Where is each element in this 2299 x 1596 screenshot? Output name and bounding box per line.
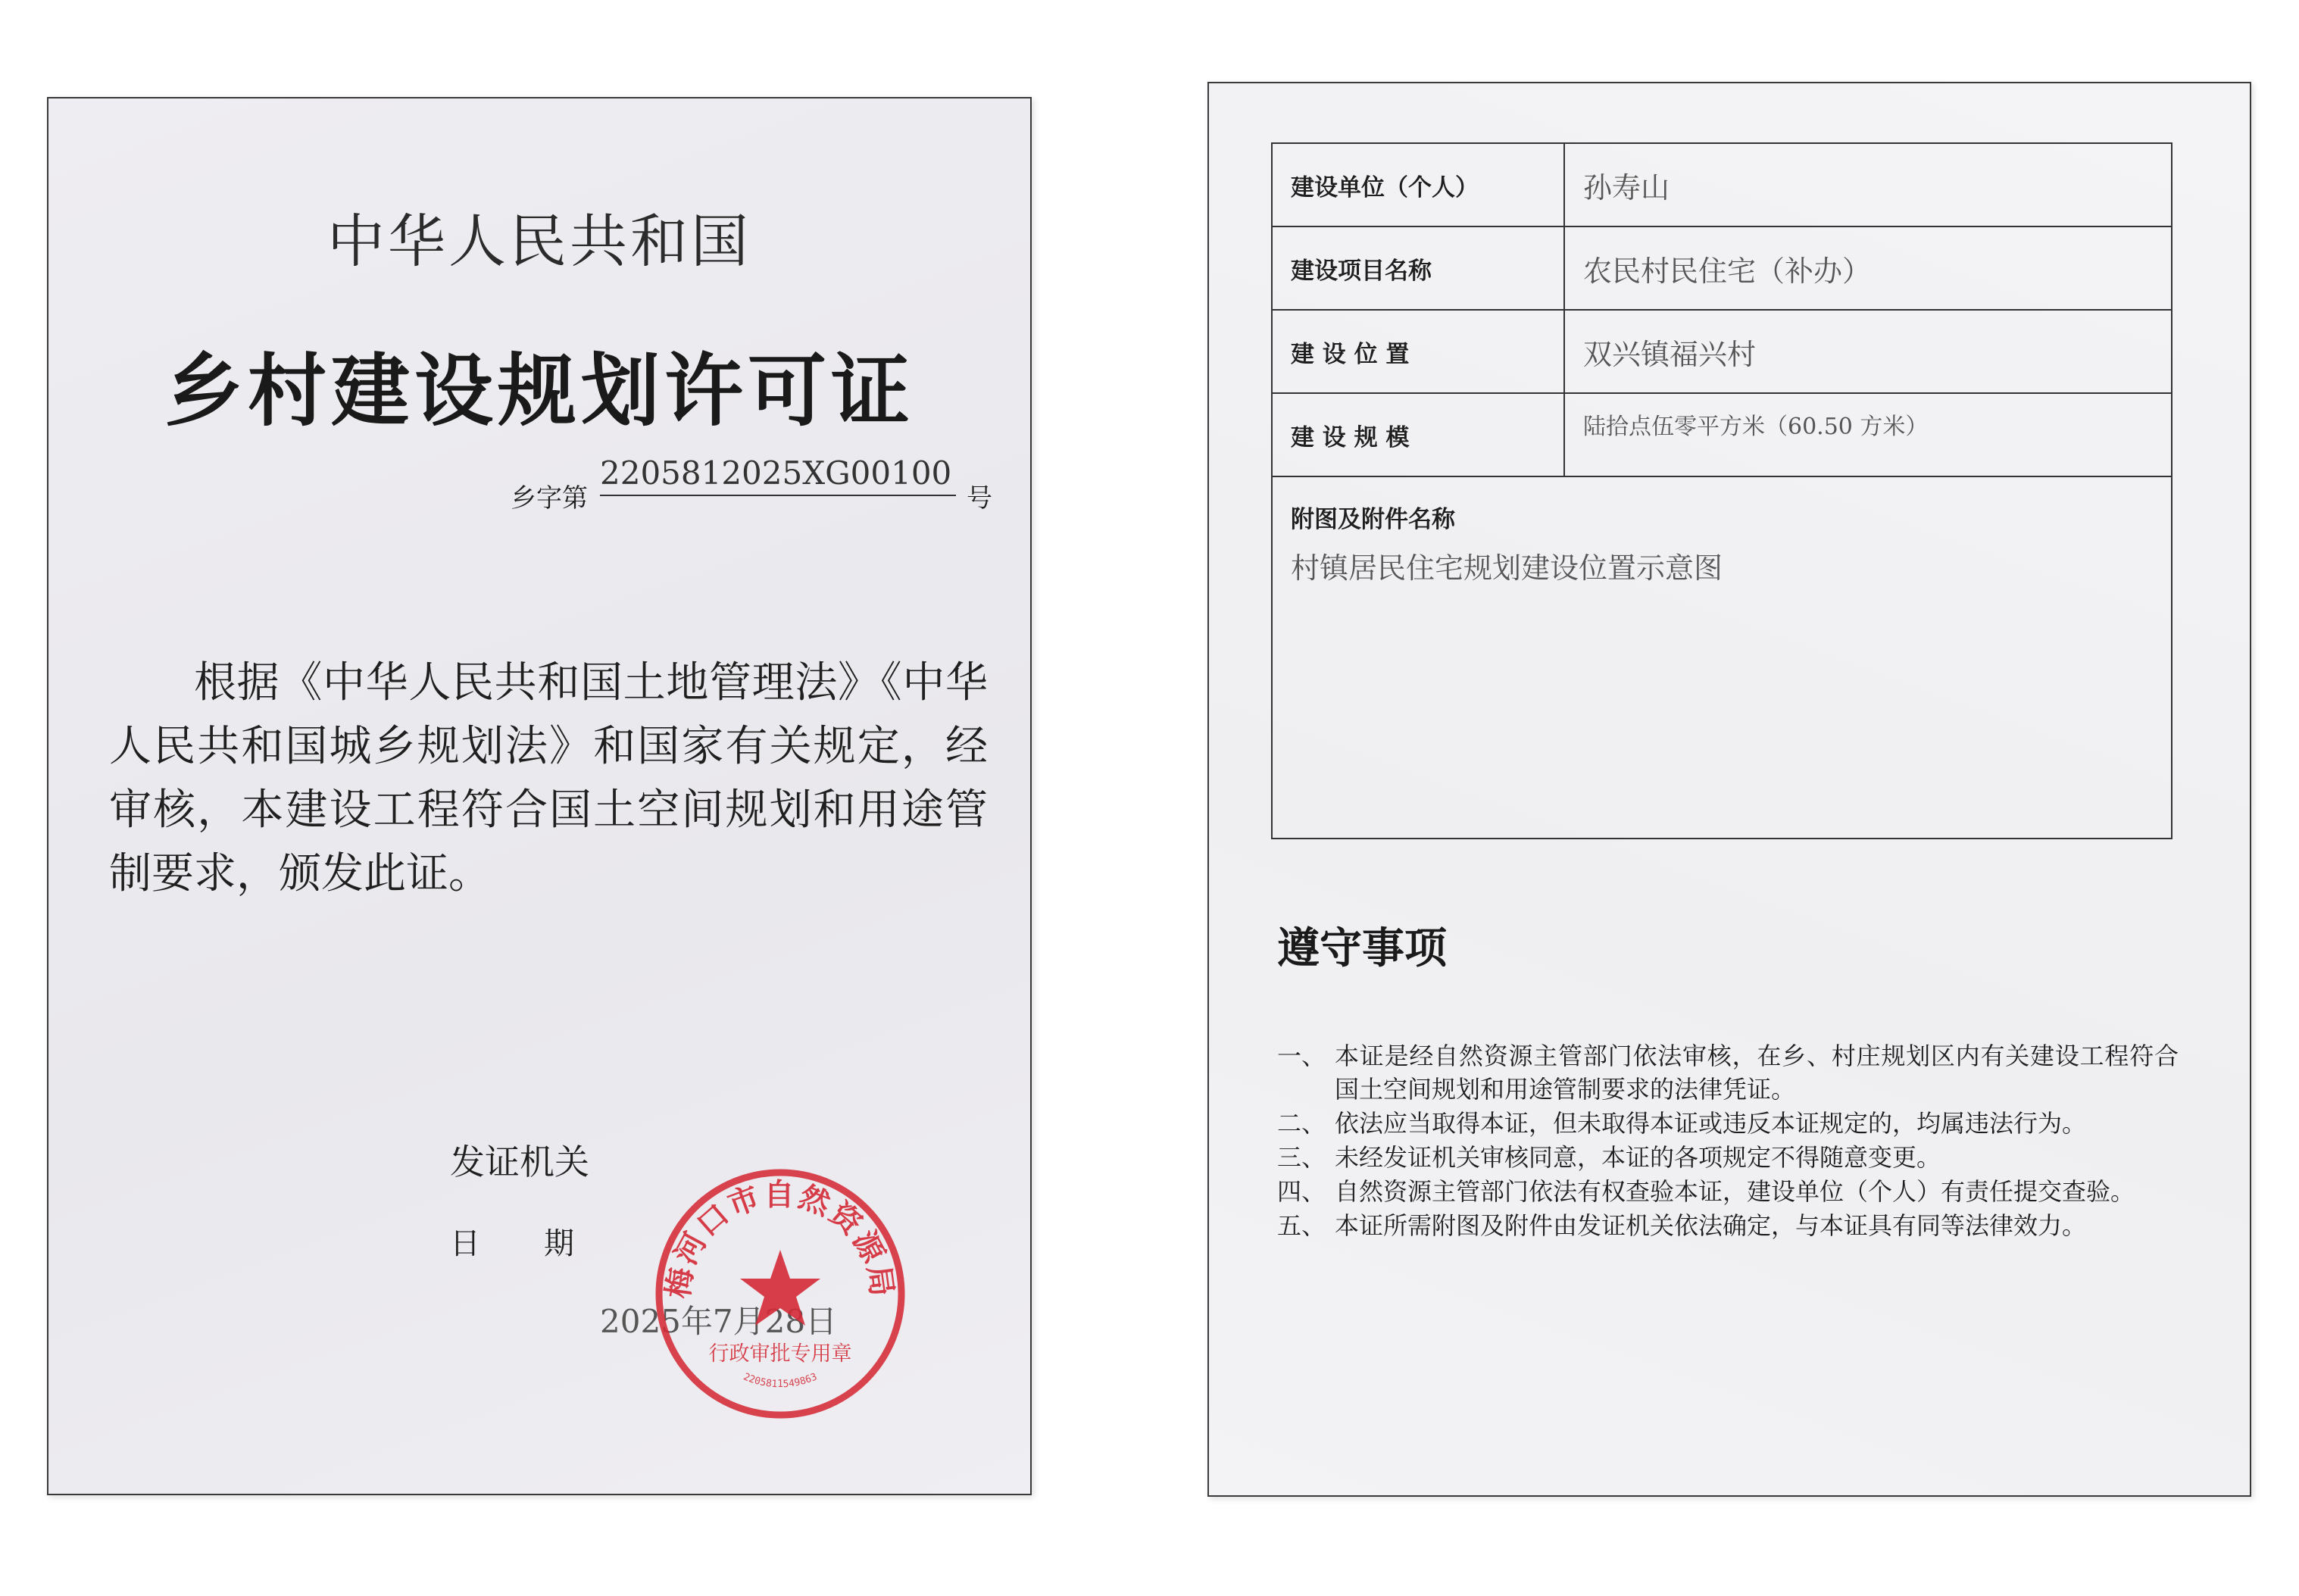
project-scale: 陆拾点伍零平方米（60.50 方米） bbox=[1564, 393, 2172, 476]
notice-text: 自然资源主管部门依法有权查验本证，建设单位（个人）有责任提交查验。 bbox=[1335, 1177, 2135, 1206]
list-item bbox=[1277, 1107, 2179, 1140]
notice-text: 依法应当取得本证，但未取得本证或违反本证规定的，均属违法行为。 bbox=[1335, 1109, 2087, 1138]
notice-number: 二、 bbox=[1277, 1109, 1326, 1138]
permit-front-page bbox=[47, 97, 1032, 1495]
cert-suffix: 号 bbox=[967, 483, 992, 514]
date-label: 日期 bbox=[450, 1226, 638, 1261]
seal-ring-text: 梅河口市自然资源局 bbox=[661, 1177, 900, 1301]
permit-back-page bbox=[1207, 82, 2251, 1497]
table-row bbox=[1272, 143, 2172, 226]
row-label: 建 设 位 置 bbox=[1272, 310, 1564, 393]
cert-prefix: 乡字第 bbox=[511, 483, 588, 514]
list-item bbox=[1277, 1209, 2179, 1242]
seal-center-text: 行政审批专用章 bbox=[708, 1342, 852, 1366]
project-location: 双兴镇福兴村 bbox=[1564, 310, 2172, 393]
attachment-label: 附图及附件名称 bbox=[1291, 506, 1455, 533]
notice-text: 未经发证机关审核同意，本证的各项规定不得随意变更。 bbox=[1335, 1143, 1941, 1172]
issuer-label: 发证机关 bbox=[450, 1142, 589, 1182]
notice-number: 四、 bbox=[1277, 1177, 1326, 1206]
issue-date: 2025年7月28日 bbox=[600, 1303, 838, 1340]
seal-serial: 2205811549863 bbox=[742, 1371, 819, 1391]
notice-text: 本证是经自然资源主管部门依法审核，在乡、村庄规划区内有关建设工程符合国土空间规划和用途管制要求的法律凭证。 bbox=[1335, 1042, 2179, 1104]
list-item bbox=[1277, 1039, 2179, 1106]
table-row bbox=[1272, 226, 2172, 310]
builder-name: 孙寿山 bbox=[1564, 143, 2172, 226]
attachment-value: 村镇居民住宅规划建设位置示意图 bbox=[1291, 551, 1723, 585]
notice-text: 本证所需附图及附件由发证机关依法确定，与本证具有同等法律效力。 bbox=[1335, 1211, 2087, 1240]
permit-info-table bbox=[1271, 142, 2172, 839]
row-label: 建设项目名称 bbox=[1272, 226, 1564, 310]
star-icon bbox=[740, 1250, 820, 1326]
table-row bbox=[1272, 310, 2172, 393]
notice-number: 五、 bbox=[1277, 1211, 1326, 1240]
certificate-number-row bbox=[511, 454, 1033, 514]
notice-heading: 遵守事项 bbox=[1277, 924, 1447, 973]
notice-number: 三、 bbox=[1277, 1143, 1326, 1172]
notice-number: 一、 bbox=[1277, 1042, 1326, 1070]
svg-text:2205811549863 bbox=[742, 1371, 819, 1390]
notice-list bbox=[1277, 1039, 2179, 1243]
permit-body-text: 根据《中华人民共和国土地管理法》《中华人民共和国城乡规划法》和国家有关规定，经审核，本建设工程符合国土空间规划和用途管制要求，颁发此证。 bbox=[109, 658, 988, 898]
project-name: 农民村民住宅（补办） bbox=[1564, 226, 2172, 310]
cert-number: 2205812025XG00100 bbox=[600, 454, 956, 496]
attachment-row bbox=[1272, 476, 2172, 839]
row-label: 建 设 规 模 bbox=[1272, 393, 1564, 476]
list-item bbox=[1277, 1175, 2179, 1208]
row-label: 建设单位（个人） bbox=[1272, 143, 1564, 226]
permit-title: 乡村建设规划许可证 bbox=[164, 345, 914, 437]
attachment-cell bbox=[1272, 476, 2172, 839]
official-seal bbox=[651, 1165, 909, 1423]
country-name: 中华人民共和国 bbox=[327, 208, 751, 275]
table-row bbox=[1272, 393, 2172, 476]
list-item bbox=[1277, 1141, 2179, 1174]
